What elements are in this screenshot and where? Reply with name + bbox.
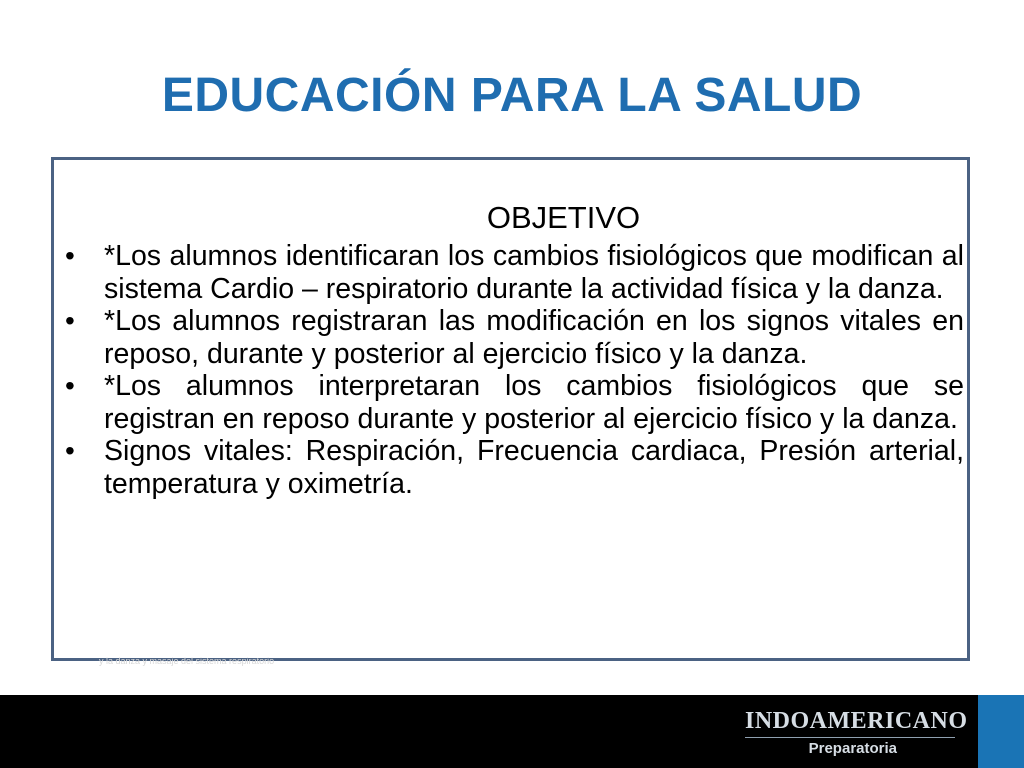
list-item <box>59 305 964 370</box>
bullet-icon: • <box>65 240 75 271</box>
bullet-icon: • <box>65 370 75 401</box>
list-item-text: *Los alumnos identificaran los cambios fisiológicos que modifican al sistema Cardio – respiratorio durante la actividad física y la danza. <box>104 240 964 305</box>
brand-logo <box>745 707 968 760</box>
bullet-icon: • <box>65 435 75 466</box>
footer-accent-block <box>978 695 1024 768</box>
objective-box <box>51 157 970 666</box>
brand-subtitle: Preparatoria <box>808 740 897 757</box>
list-item-text: *Los alumnos registraran las modificación en los signos vitales en reposo, durante y posterior al ejercicio físico y la danza. <box>104 305 964 370</box>
bullet-icon: • <box>65 305 75 336</box>
slide-title: EDUCACIÓN PARA LA SALUD <box>161 69 863 122</box>
list-item-text: Signos vitales: Respiración, Frecuencia cardiaca, Presión arterial, temperatura y oximetría. <box>104 435 964 500</box>
list-item <box>59 240 964 305</box>
objective-heading: OBJETIVO <box>486 200 641 235</box>
objective-list <box>59 240 964 500</box>
faint-footnote: y la danza y masaje del sistema respiratorio <box>99 656 275 666</box>
list-item-text: *Los alumnos interpretaran los cambios fisiológicos que se registran en reposo durante y posterior al ejercicio físico y la danza. <box>104 370 964 435</box>
list-item <box>59 370 964 435</box>
footer-bar <box>0 695 1024 768</box>
list-item <box>59 435 964 500</box>
brand-name: INDOAMERICANO <box>745 707 955 738</box>
